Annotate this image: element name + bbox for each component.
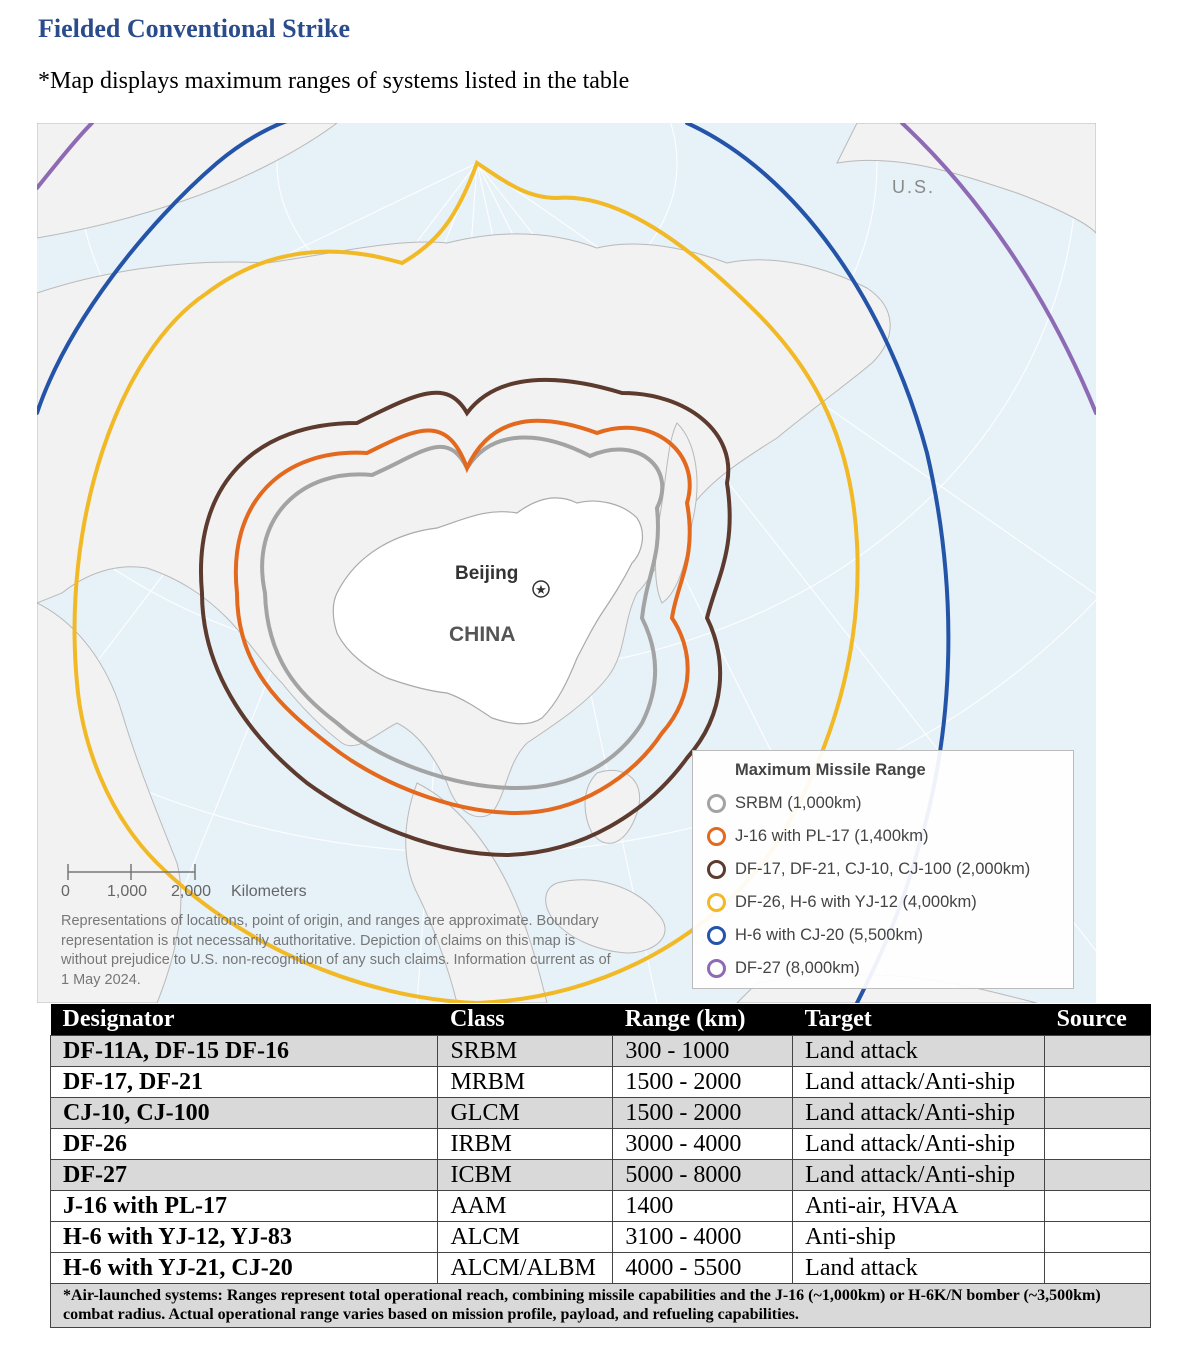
legend-item — [707, 857, 1030, 881]
map-legend — [692, 750, 1074, 989]
header-range: Range (km) — [613, 1004, 793, 1036]
legend-ring-icon — [707, 959, 726, 978]
scale-tick-0: 0 — [61, 883, 70, 900]
table-row — [51, 1253, 1151, 1284]
cell-designator: DF-11A, DF-15 DF-16 — [51, 1036, 438, 1067]
cell-class: ALCM/ALBM — [438, 1253, 613, 1284]
cell-target: Anti-ship — [793, 1222, 1045, 1253]
map-disclaimer: Representations of locations, point of origin, and ranges are approximate. Boundary representation is not necessarily authoritative. Depiction of claims on this map is without prejudice to U.S. non-recognition of any such claims. Information current as of 1 May 2024. — [61, 913, 611, 988]
us-label: U.S. — [892, 177, 936, 197]
table-row — [51, 1222, 1151, 1253]
table-row — [51, 1098, 1151, 1129]
cell-target: Land attack/Anti-ship — [793, 1160, 1045, 1191]
cell-designator: H-6 with YJ-12, YJ-83 — [51, 1222, 438, 1253]
cell-target: Land attack/Anti-ship — [793, 1129, 1045, 1160]
cell-class: GLCM — [438, 1098, 613, 1129]
legend-ring-icon — [707, 794, 726, 813]
cell-source — [1045, 1160, 1151, 1191]
table-footnote-row — [51, 1284, 1151, 1328]
china-label: CHINA — [449, 623, 516, 646]
table-row — [51, 1160, 1151, 1191]
legend-label: SRBM (1,000km) — [735, 793, 862, 812]
cell-source — [1045, 1036, 1151, 1067]
cell-designator: DF-27 — [51, 1160, 438, 1191]
svg-text:★: ★ — [535, 583, 547, 598]
cell-range: 1400 — [613, 1191, 793, 1222]
page-title: Fielded Conventional Strike — [38, 14, 351, 43]
legend-item — [707, 890, 977, 914]
scale-unit: Kilometers — [231, 883, 307, 900]
cell-source — [1045, 1067, 1151, 1098]
legend-label: H-6 with CJ-20 (5,500km) — [735, 925, 923, 944]
cell-source — [1045, 1129, 1151, 1160]
cell-range: 1500 - 2000 — [613, 1067, 793, 1098]
legend-label: DF-26, H-6 with YJ-12 (4,000km) — [735, 892, 977, 911]
cell-range: 1500 - 2000 — [613, 1098, 793, 1129]
legend-item — [707, 923, 923, 947]
table-row — [51, 1129, 1151, 1160]
table-header-row — [51, 1004, 1151, 1036]
cell-range: 3100 - 4000 — [613, 1222, 793, 1253]
beijing-label: Beijing — [455, 563, 519, 584]
cell-class: SRBM — [438, 1036, 613, 1067]
systems-table — [50, 1004, 1151, 1328]
cell-class: ALCM — [438, 1222, 613, 1253]
cell-target: Land attack — [793, 1253, 1045, 1284]
cell-class: ICBM — [438, 1160, 613, 1191]
cell-source — [1045, 1253, 1151, 1284]
legend-label: DF-17, DF-21, CJ-10, CJ-100 (2,000km) — [735, 859, 1031, 878]
cell-designator: DF-26 — [51, 1129, 438, 1160]
cell-target: Land attack/Anti-ship — [793, 1067, 1045, 1098]
cell-range: 3000 - 4000 — [613, 1129, 793, 1160]
cell-range: 4000 - 5500 — [613, 1253, 793, 1284]
cell-class: MRBM — [438, 1067, 613, 1098]
header-source: Source — [1045, 1004, 1151, 1036]
table-footnote: *Air-launched systems: Ranges represent total operational reach, combining missile capabilities and the J-16 (~1,000km) or H-6K/N bomber (~3,500km) combat radius. Actual operational range varies based on mission profile, payload, and refueling capabilities. — [51, 1284, 1151, 1328]
scale-tick-2000: 2,000 — [171, 883, 212, 900]
cell-range: 5000 - 8000 — [613, 1160, 793, 1191]
table-row — [51, 1067, 1151, 1098]
legend-item — [707, 791, 862, 815]
table-row — [51, 1191, 1151, 1222]
cell-target: Land attack — [793, 1036, 1045, 1067]
cell-designator: H-6 with YJ-21, CJ-20 — [51, 1253, 438, 1284]
legend-ring-icon — [707, 893, 726, 912]
cell-source — [1045, 1191, 1151, 1222]
cell-designator: J-16 with PL-17 — [51, 1191, 438, 1222]
cell-target: Anti-air, HVAA — [793, 1191, 1045, 1222]
legend-ring-icon — [707, 860, 726, 879]
range-map — [37, 123, 1096, 1003]
legend-label: J-16 with PL-17 (1,400km) — [735, 826, 929, 845]
scale-tick-1000: 1,000 — [107, 883, 148, 900]
page-subtitle: *Map displays maximum ranges of systems listed in the table — [38, 68, 630, 94]
legend-label: DF-27 (8,000km) — [735, 958, 860, 977]
cell-source — [1045, 1222, 1151, 1253]
cell-source — [1045, 1098, 1151, 1129]
legend-ring-icon — [707, 926, 726, 945]
cell-range: 300 - 1000 — [613, 1036, 793, 1067]
cell-designator: CJ-10, CJ-100 — [51, 1098, 438, 1129]
header-class: Class — [438, 1004, 613, 1036]
legend-item — [707, 956, 860, 980]
cell-designator: DF-17, DF-21 — [51, 1067, 438, 1098]
cell-target: Land attack/Anti-ship — [793, 1098, 1045, 1129]
cell-class: IRBM — [438, 1129, 613, 1160]
cell-class: AAM — [438, 1191, 613, 1222]
header-target: Target — [793, 1004, 1045, 1036]
legend-title: Maximum Missile Range — [735, 761, 926, 779]
table-row — [51, 1036, 1151, 1067]
legend-item — [707, 824, 929, 848]
header-designator: Designator — [51, 1004, 438, 1036]
legend-ring-icon — [707, 827, 726, 846]
